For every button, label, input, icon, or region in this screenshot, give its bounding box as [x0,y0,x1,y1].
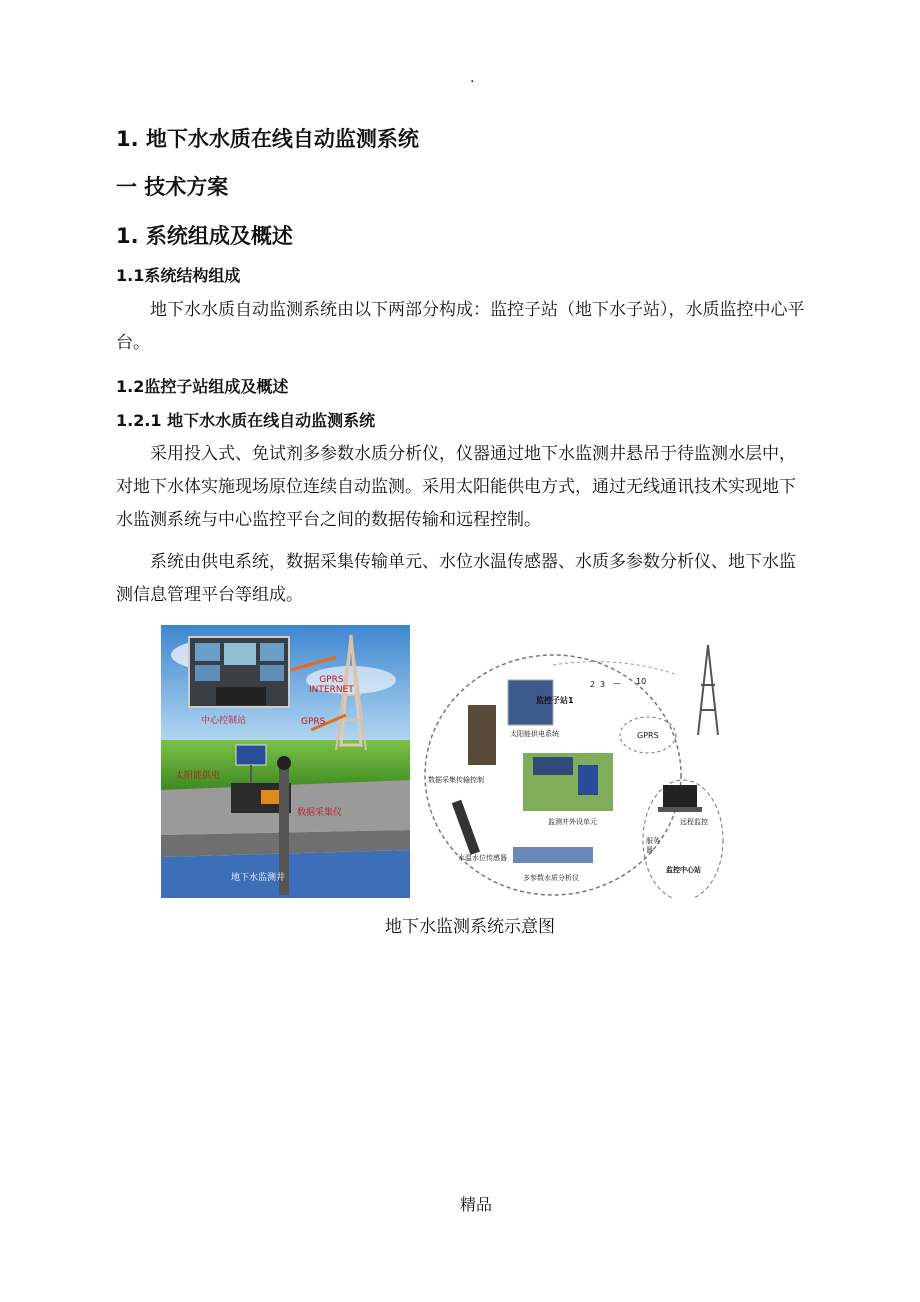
analyzer-image [513,847,593,863]
monitor [260,665,284,681]
figure-right-illustration [418,625,806,898]
monitor [195,643,220,661]
paragraph-1-2-1a: 采用投入式、免试剂多参数水质分析仪，仪器通过地下水监测井悬吊于待监测水层中，对地下水体实施现场原位连续自动监测。采用太阳能供电方式，通过无线通讯技术实现地下水监测系统与中心监控平台之间的数据传输和远程控制。 [116,444,796,530]
label-analyzer: 多参数水质分析仪 [523,874,579,882]
sensor-image [452,800,480,855]
paragraph-1-1: 地下水水质自动监测系统由以下两部分构成：监控子站（地下水子站），水质监控中心平台。 [116,300,805,353]
telecom-tower [698,645,718,735]
label-num-10: 10 [636,677,647,686]
paragraph-1-2-1b: 系统由供电系统，数据采集传输单元、水位水温传感器、水质多参数分析仪、地下水监测信息管理平台等组成。 [116,552,796,605]
label-gprs-internet: GPRS INTERNET [309,675,354,695]
label-num-2: 2 [590,680,596,689]
label-dash: — [613,679,621,688]
label-gprs: GPRS [637,731,659,740]
label-sub-station: 监控子站1 [536,696,574,705]
figure-left-svg [161,625,410,898]
label-server: 服务器 [646,837,660,854]
monitor [195,665,220,681]
subsection-1-1: 1.1系统结构组成 [116,266,241,285]
figure-caption: 地下水监测系统示意图 [385,917,555,937]
label-num-3: 3 [600,680,606,689]
label-gprs: GPRS [301,717,326,727]
part-heading: 一 技术方案 [116,175,229,199]
figure-left-illustration [161,625,410,898]
label-solar-system: 太阳能供电系统 [510,730,559,738]
label-well-outer: 监测井外设单元 [548,818,597,826]
monitor [260,643,284,661]
label-center-station: 中心控制站 [201,716,247,726]
label-solar-power: 太阳能供电 [175,771,221,781]
operator-desk [216,687,266,705]
monitor [224,643,256,665]
label-center: 监控中心站 [666,866,701,874]
data-logger-image [468,705,496,765]
label-level-sensor: 水温水位传感器 [458,854,507,862]
laptop-image [663,785,697,807]
label-data-collector: 数据采集仪 [297,808,343,818]
solar-panel [236,745,266,765]
label-data-ctrl: 数据采集传输控制 [428,776,484,784]
label-well: 地下水监测井 [231,873,286,883]
subsection-1-2-1: 1.2.1 地下水水质在线自动监测系统 [116,411,376,430]
label-remote: 远程监控 [680,818,708,826]
section-heading: 1. 系统组成及概述 [116,224,293,248]
page-footer: 精品 [460,1195,493,1214]
header-mark: . [470,70,475,86]
doc-title: 1. 地下水水质在线自动监测系统 [116,127,419,151]
subsection-1-2: 1.2监控子站组成及概述 [116,377,289,396]
